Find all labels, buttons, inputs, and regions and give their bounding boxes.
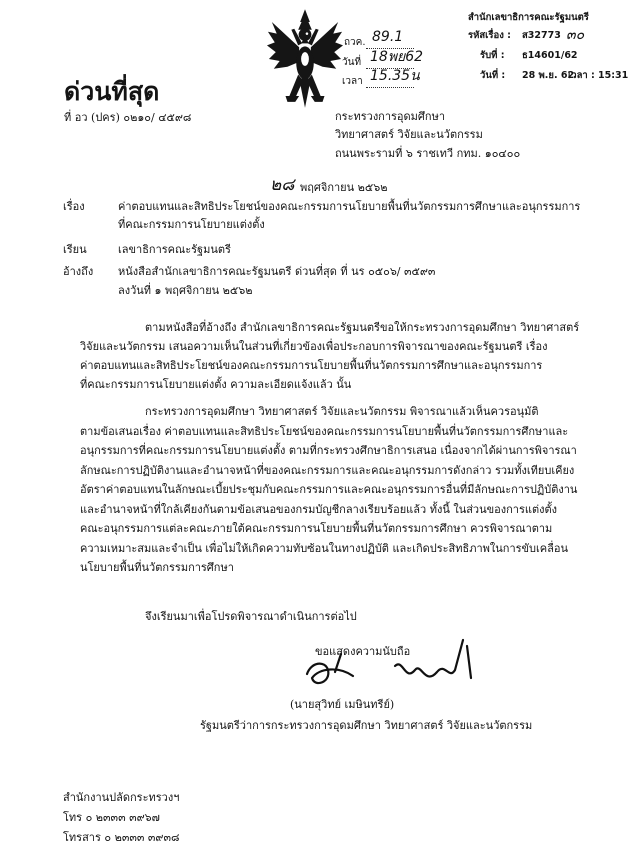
ministry-stamp-ref-label: ถวค. — [344, 37, 366, 48]
subject-line: ที่คณะกรรมการนโยบายแต่งตั้ง — [118, 218, 265, 231]
salutation-text: เลขาธิการคณะรัฐมนตรี — [118, 243, 231, 256]
paragraph2-line: คณะอนุกรรมการแต่ละคณะภายใต้คณะกรรมการนโยบายพื้นที่นวัตกรรมการศึกษา ควรพิจารณาตาม — [80, 522, 553, 535]
reference-line: ลงวันที่ ๑ พฤศจิกายน ๒๕๖๒ — [118, 284, 253, 297]
paragraph1-line: ที่คณะกรรมการนโยบายแต่งตั้ง ความละเอียดแจ้งแล้ว นั้น — [80, 378, 352, 391]
paragraph2-line: ความเหมาะสมและจำเป็น เพื่อไม่ให้เกิดความทับซ้อนในทางปฏิบัติ และเกิดประสิทธิภาพในการขับเคลื่อน — [80, 542, 569, 555]
ministry-stamp-time-label: เวลา — [342, 76, 363, 87]
receipt-stamp-date-label: วันที่ : — [480, 70, 506, 81]
paragraph1-line: วิจัยและนวัตกรรม เสนอความเห็นในส่วนที่เกี่ยวข้องเพื่อประกอบการพิจารณาของคณะรัฐมนตรี เรื่อง — [80, 340, 548, 353]
garuda-emblem — [266, 8, 344, 110]
paragraph1-line: ค่าตอบแทนและสิทธิประโยชน์ของคณะกรรมการนโยบายพื้นที่นวัตกรรมการศึกษาและอนุกรรมการ — [80, 359, 543, 372]
receipt-stamp-time: 15:31 — [598, 70, 628, 81]
address-line: ถนนพระรามที่ ๖ ราชเทวี กทม. ๑๐๔๐๐ — [335, 147, 521, 160]
address-line: วิทยาศาสตร์ วิจัยและนวัตกรรม — [335, 128, 483, 141]
paragraph2-line: และอำนาจหน้าที่ใกล้เคียงกันตามข้อเสนอของกรมบัญชีกลางเรียบร้อยแล้ว ทั้งนี้ ในส่วนของการแต่งตั้ง — [80, 503, 557, 516]
valediction: ขอแสดงความนับถือ — [315, 645, 411, 658]
receipt-stamp-date: 28 พ.ย. 62 — [522, 70, 575, 81]
subject-line: ค่าตอบแทนและสิทธิประโยชน์ของคณะกรรมการนโยบายพื้นที่นวัตกรรมการศึกษาและอนุกรรมการ — [118, 200, 581, 213]
paragraph2-line: นโยบายพื้นที่นวัตกรรมการศึกษา — [80, 561, 234, 574]
signatory-title: รัฐมนตรีว่าการกระทรวงการอุดมศึกษา วิทยาศาสตร์ วิจัยและนวัตกรรม — [200, 719, 533, 732]
receipt-stamp-office: สำนักเลขาธิการคณะรัฐมนตรี — [468, 12, 589, 23]
receipt-stamp-time-label: เวลา : — [568, 70, 595, 81]
ministry-stamp-date: 18พย62 — [370, 49, 424, 65]
paragraph2-line: กระทรวงการอุดมศึกษา วิทยาศาสตร์ วิจัยและนวัตกรรม พิจารณาแล้วเห็นควรอนุมัติ — [145, 405, 539, 418]
ministry-stamp-time: 15.35น — [370, 68, 420, 84]
salutation-label: เรียน — [63, 243, 87, 256]
reference-label: อ้างถึง — [63, 265, 94, 278]
signatory-name: (นายสุวิทย์ เมษินทรีย์) — [290, 698, 395, 711]
reference-line: หนังสือสำนักเลขาธิการคณะรัฐมนตรี ด่วนที่สุด ที่ นร ๐๕๐๖/ ๓๕๙๓ — [118, 265, 436, 278]
footer-office: สำนักงานปลัดกระทรวงฯ — [63, 791, 180, 804]
document-number: ที่ อว (ปคร) ๐๒๑๐/ ๔๕๙๘ — [64, 111, 192, 124]
paragraph2-line: ตามข้อเสนอเรื่อง ค่าตอบแทนและสิทธิประโยชน์ของคณะกรรมการนโยบายพื้นที่นวัตกรรมการศึกษาและ — [80, 425, 569, 438]
ministry-stamp-time-underline — [366, 87, 414, 88]
receipt-stamp-handwritten-mark: ๓๐ — [566, 27, 585, 43]
ministry-stamp-date-label: วันที่ — [342, 57, 362, 68]
receipt-stamp-received-no: ธ14601/62 — [522, 50, 578, 61]
receipt-stamp-code: ส32773 — [522, 30, 561, 41]
ministry-stamp-ref: 89.1 — [372, 29, 404, 45]
footer-fax: โทรสาร ๐ ๒๓๓๓ ๓๙๓๘ — [63, 831, 180, 844]
paragraph2-line: อนุกรรมการที่คณะกรรมการนโยบายแต่งตั้ง ตามที่กระทรวงศึกษาธิการเสนอ เนื่องจากได้ผ่านการพิจารณา — [80, 444, 577, 457]
receipt-stamp-received-label: รับที่ : — [480, 50, 505, 61]
date-month-year: พฤศจิกายน ๒๕๖๒ — [300, 181, 388, 194]
receipt-stamp-code-label: รหัสเรื่อง : — [468, 30, 511, 41]
paragraph1-line: ตามหนังสือที่อ้างถึง สำนักเลขาธิการคณะรัฐมนตรีขอให้กระทรวงการอุดมศึกษา วิทยาศาสตร์ — [145, 321, 580, 334]
address-line: กระทรวงการอุดมศึกษา — [335, 110, 445, 123]
paragraph2-line: ลักษณะการปฏิบัติงานและอำนาจหน้าที่ของคณะกรรมการและคณะอนุกรรมการดังกล่าว รวมทั้งเทียบเคียง — [80, 464, 575, 477]
urgency-label: ด่วนที่สุด — [64, 77, 160, 106]
date-day: ๒๘ — [270, 175, 295, 195]
subject-label: เรื่อง — [63, 200, 85, 213]
closing-request: จึงเรียนมาเพื่อโปรดพิจารณาดำเนินการต่อไป — [145, 610, 357, 623]
paragraph2-line: อัตราค่าตอบแทนในลักษณะเบี้ยประชุมกับคณะกรรมการและคณะอนุกรรมการอื่นที่มีลักษณะการปฏิบัติงาน — [80, 483, 578, 496]
signature — [295, 632, 495, 702]
footer-phone: โทร ๐ ๒๓๓๓ ๓๙๖๗ — [63, 811, 160, 824]
